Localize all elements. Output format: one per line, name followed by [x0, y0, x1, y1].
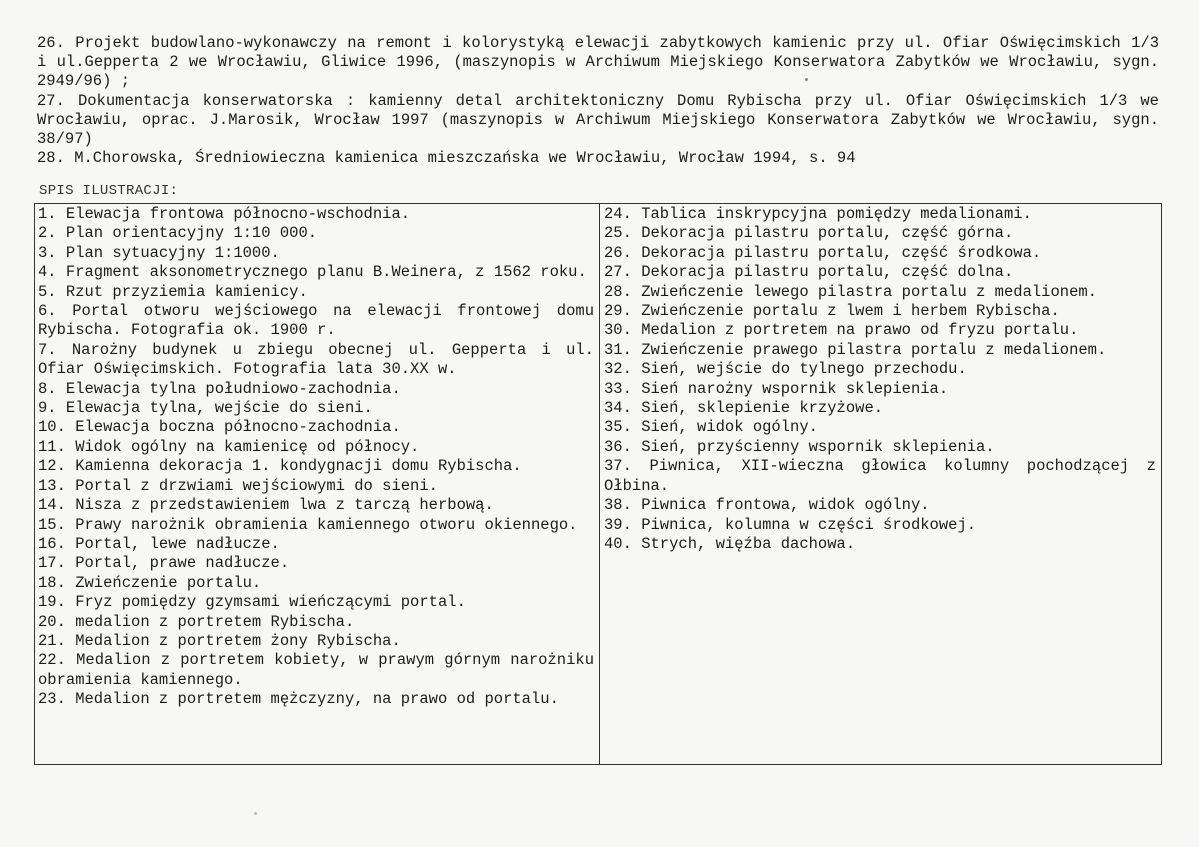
- illustration-item: 22. Medalion z portretem kobiety, w prawym górnym narożniku obramienia kamiennego.: [38, 651, 594, 689]
- illustration-item: 29. Zwieńczenie portalu z lwem i herbem Rybischa.: [604, 302, 1060, 321]
- illustration-item: 3. Plan sytuacyjny 1:1000.: [38, 243, 280, 262]
- illustration-item: 37. Piwnica, XII-wieczna głowica kolumny pochodzącej z Ołbina.: [604, 457, 1156, 495]
- illustration-item: 31. Zwieńczenie prawego pilastra portalu z medalionem.: [604, 340, 1107, 359]
- illustration-item: 39. Piwnica, kolumna w części środkowej.: [604, 515, 977, 534]
- illustration-item: 25. Dekoracja pilastru portalu, część górna.: [604, 224, 1014, 243]
- illustration-item: 34. Sień, sklepienie krzyżowe.: [604, 399, 884, 418]
- illustration-item: 9. Elewacja tylna, wejście do sieni.: [38, 399, 373, 418]
- illustration-item: 4. Fragment aksonometrycznego planu B.Weinera, z 1562 roku.: [38, 263, 587, 282]
- illustration-item: 26. Dekoracja pilastru portalu, część środkowa.: [604, 243, 1042, 262]
- illustration-item: 11. Widok ogólny na kamienicę od północy.: [38, 437, 420, 456]
- illustration-item: 21. Medalion z portretem żony Rybischa.: [38, 631, 401, 650]
- illustration-item: 30. Medalion z portretem na prawo od fryzu portalu.: [604, 321, 1079, 340]
- illustration-item: 8. Elewacja tylna południowo-zachodnia.: [38, 379, 401, 398]
- illustration-item: 6. Portal otworu wejściowego na elewacji frontowej domu Rybischa. Fotografia ok. 1900 r.: [38, 302, 594, 340]
- illustration-item: 28. Zwieńczenie lewego pilastra portalu z medalionem.: [604, 282, 1097, 301]
- illustration-item: 36. Sień, przyścienny wspornik sklepienia.: [604, 437, 995, 456]
- illustration-item: 23. Medalion z portretem mężczyzny, na prawo od portalu.: [38, 690, 559, 709]
- illustration-item: 19. Fryz pomiędzy gzymsami wieńczącymi portal.: [38, 593, 466, 612]
- illustration-item: 10. Elewacja boczna północno-zachodnia.: [38, 418, 401, 437]
- illustrations-heading: SPIS ILUSTRACJI:: [39, 183, 179, 199]
- paper-speck: [805, 78, 808, 81]
- illustration-item: 20. medalion z portretem Rybischa.: [38, 612, 355, 631]
- reference-item: 28. M.Chorowska, Średniowieczna kamienica mieszczańska we Wrocławiu, Wrocław 1994, s. 94: [37, 149, 856, 168]
- illustration-item: 2. Plan orientacyjny 1:10 000.: [38, 224, 318, 243]
- illustration-item: 15. Prawy narożnik obramienia kamiennego otworu okiennego.: [38, 515, 578, 534]
- illustration-item: 13. Portal z drzwiami wejściowymi do sieni.: [38, 476, 438, 495]
- illustration-item: 1. Elewacja frontowa północno-wschodnia.: [38, 205, 411, 223]
- reference-item: 27. Dokumentacja konserwatorska : kamienny detal architektoniczny Domu Rybischa przy ul. Ofiar Oświęcimskich 1/3 we Wrocławiu, oprac. J.Marosik, Wrocław 1997 (maszynopis w Archiwum Miejskiego Konserwatora Zabytków we Wrocławiu, sygn. 38/97): [37, 91, 1159, 149]
- illustration-item: 18. Zwieńczenie portalu.: [38, 573, 262, 592]
- illustration-item: 17. Portal, prawe nadłucze.: [38, 554, 290, 573]
- illustration-item: 32. Sień, wejście do tylnego przechodu.: [604, 360, 967, 379]
- illustration-item: 14. Nisza z przedstawieniem lwa z tarczą herbową.: [38, 496, 494, 515]
- illustration-item: 12. Kamienna dekoracja 1. kondygnacji domu Rybischa.: [38, 457, 522, 476]
- illustrations-left-column: [35, 204, 600, 764]
- paper-speck: [254, 812, 257, 815]
- illustration-item: 35. Sień, widok ogólny.: [604, 418, 818, 437]
- illustration-item: 16. Portal, lewe nadłucze.: [38, 534, 280, 553]
- illustration-item: 27. Dekoracja pilastru portalu, część dolna.: [604, 263, 1014, 282]
- illustration-item: 33. Sień narożny wspornik sklepienia.: [604, 379, 949, 398]
- illustration-item: 38. Piwnica frontowa, widok ogólny.: [604, 496, 930, 515]
- illustration-item: 24. Tablica inskrypcyjna pomiędzy medalionami.: [604, 205, 1032, 223]
- illustrations-table: [34, 203, 1162, 765]
- illustration-item: 7. Narożny budynek u zbiegu obecnej ul. Gepperta i ul. Ofiar Oświęcimskich. Fotografia lata 30.XX w.: [38, 340, 594, 379]
- illustration-item: 5. Rzut przyziemia kamienicy.: [38, 282, 308, 301]
- illustrations-right-column: [600, 204, 1160, 764]
- illustration-item: 40. Strych, więźba dachowa.: [604, 534, 856, 553]
- reference-item: 26. Projekt budowlano-wykonawczy na remont i kolorystyką elewacji zabytkowych kamienic przy ul. Ofiar Oświęcimskich 1/3 i ul.Gepperta 2 we Wrocławiu, Gliwice 1996, (maszynopis w Archiwum Miejskiego Konserwatora Zabytków we Wrocławiu, sygn. 2949/96) ;: [37, 34, 1159, 91]
- references-section: [37, 34, 1159, 168]
